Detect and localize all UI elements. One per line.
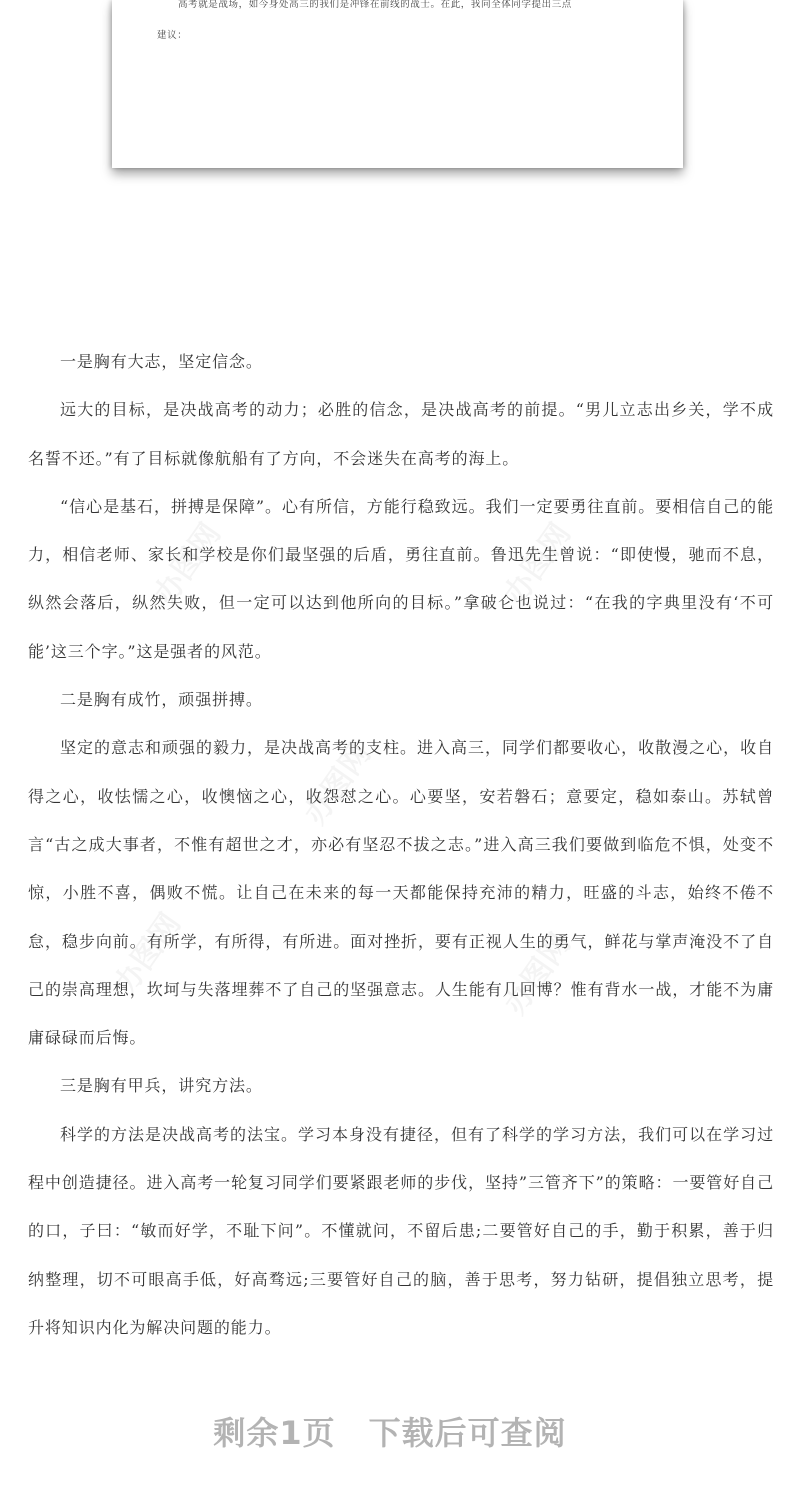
preview-text-line: 建议：	[157, 30, 188, 41]
paragraph: “信心是基石，拼搏是保障”。心有所信，方能行稳致远。我们一定要勇往直前。要相信自己的能力，相信老师、家长和学校是你们最坚强的后盾，勇往直前。鲁迅先生曾说：“即使慢，驰而不息，纵然会落后，纵然失败，但一定可以达到他所向的目标。”拿破仑也说过：“在我的字典里没有‘不可能’这三个字。”这是强者的风范。	[28, 496, 774, 661]
heading-point-two: 二是胸有成竹，顽强拼搏。	[60, 690, 263, 710]
download-remaining-pages-link[interactable]: 剩余1页 下载后可查阅	[213, 1414, 567, 1452]
preview-text-line: 高考就是战场，如今身处高三的我们是冲锋在前线的战士。在此，我向全体同学提出三点	[178, 0, 572, 10]
paragraph: 远大的目标，是决战高考的动力；必胜的信念，是决战高考的前提。“男儿立志出乡关，学不成名誓不还。”有了目标就像航船有了方向，不会迷失在高考的海上。	[28, 400, 774, 468]
article-body	[28, 338, 774, 1352]
paragraph: 科学的方法是决战高考的法宝。学习本身没有捷径，但有了科学的学习方法，我们可以在学习过程中创造捷径。进入高考一轮复习同学们要紧跟老师的步伐，坚持”三管齐下”的策略：一要管好自己的口，子曰：“敏而好学，不耻下问”。不懂就问，不留后患;二要管好自己的手，勤于积累，善于归纳整理，切不可眼高手低，好高骛远;三要管好自己的脑，善于思考，努力钻研，提倡独立思考，提升将知识内化为解决问题的能力。	[28, 1124, 774, 1337]
heading-point-one: 一是胸有大志，坚定信念。	[60, 352, 263, 371]
paragraph: 坚定的意志和顽强的毅力，是决战高考的支柱。进入高三，同学们都要收心，收散漫之心，收自得之心，收怯懦之心，收懊恼之心，收怨怼之心。心要坚，安若磐石；意要定，稳如泰山。苏轼曾言“古之成大事者，不惟有超世之才，亦必有坚忍不拔之志。”进入高三我们要做到临危不惧，处变不惊，小胜不喜，偶败不慌。让自己在未来的每一天都能保持充沛的精力，旺盛的斗志，始终不倦不怠，稳步向前。有所学，有所得，有所进。面对挫折，要有正视人生的勇气，鲜花与掌声淹没不了自己的崇高理想，坎坷与失落埋葬不了自己的坚强意志。人生能有几回博？惟有背水一战，才能不为庸庸碌碌而后悔。	[28, 738, 774, 1048]
document-preview-page	[112, 0, 683, 168]
heading-point-three: 三是胸有甲兵，讲究方法。	[60, 1076, 263, 1096]
